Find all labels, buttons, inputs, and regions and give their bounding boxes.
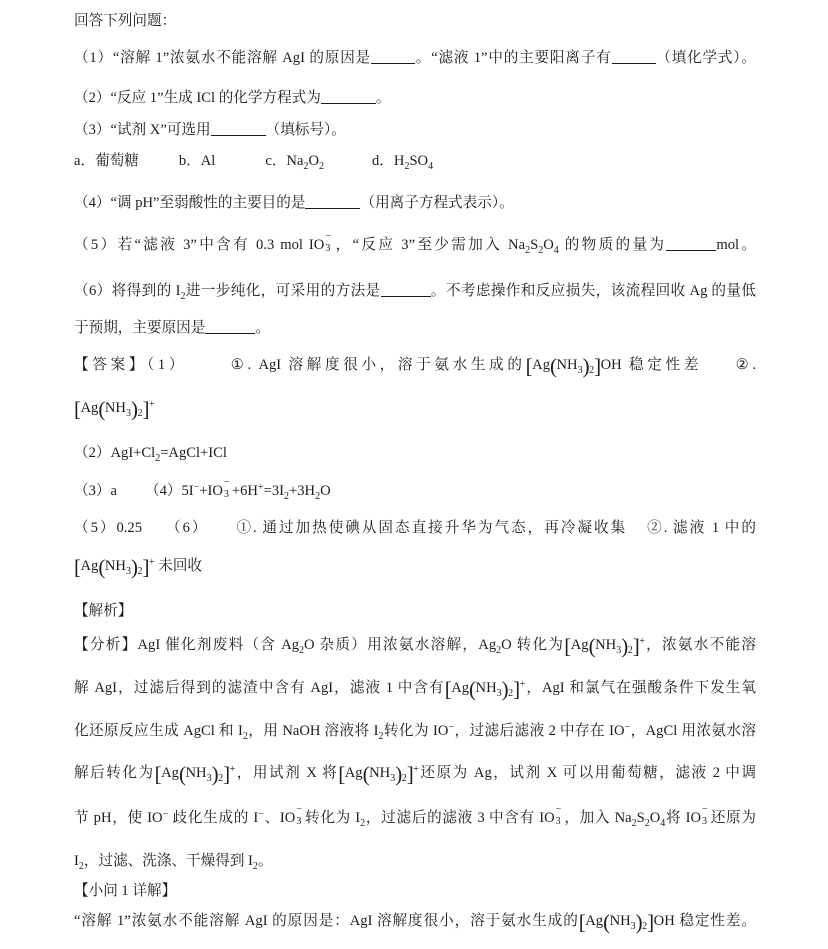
text-run: a．葡萄糖 — [74, 153, 139, 169]
superscript: − — [555, 804, 562, 815]
text-run: Ag — [161, 765, 179, 781]
subscript: 2 — [644, 818, 650, 829]
answer-5-6-line — [74, 515, 756, 553]
text-run: NH — [104, 400, 126, 416]
text-run: ，过滤、洗涤、干燥得到 I — [83, 853, 253, 869]
tall-bracket: ) — [130, 555, 138, 579]
question-5-line — [74, 232, 756, 278]
text-run: =3I — [263, 483, 285, 499]
tall-bracket: ) — [395, 762, 402, 786]
superscript: − — [193, 482, 200, 493]
tall-bracket: ( — [178, 762, 186, 786]
analysis-line-6 — [74, 848, 756, 878]
subscript: 4 — [553, 245, 559, 256]
text-run: NH — [609, 913, 631, 929]
text-run: OH 稳定性差。 — [653, 913, 756, 929]
superscript: − — [223, 477, 230, 488]
answer-blank — [211, 122, 266, 136]
text-run: 【答案】（1） — [74, 357, 188, 373]
text-run: O — [543, 237, 554, 253]
gap-spacer — [702, 368, 732, 369]
subscript: 2 — [589, 365, 595, 376]
tall-bracket: [ — [564, 634, 571, 658]
tall-bracket: ] — [513, 677, 520, 701]
tall-bracket: [ — [578, 910, 586, 934]
text-run: mol。 — [716, 237, 756, 253]
text-run: I — [74, 853, 79, 869]
subscript: 2 — [360, 818, 366, 829]
text-run: （填化学式）。 — [655, 50, 756, 66]
text-run: 的物质的量为 — [558, 237, 667, 253]
answer-heading-line — [74, 352, 756, 395]
gap-spacer — [117, 494, 145, 495]
text-run: 转化为 IO — [383, 723, 449, 739]
text-run: OH 稳定性差 — [600, 357, 702, 373]
subscript: 2 — [78, 861, 84, 872]
answer-blank — [205, 320, 255, 334]
text-run: ②. — [731, 357, 757, 373]
subscript: 2 — [252, 861, 258, 872]
text-run: S — [530, 237, 539, 253]
subscript: 3 — [125, 408, 131, 419]
subscript: 2 — [538, 245, 544, 256]
text-run: c．Na — [265, 153, 304, 169]
tall-bracket: ] — [223, 762, 230, 786]
gap-spacer — [139, 164, 179, 165]
analysis-line-5 — [74, 805, 756, 848]
tall-bracket: [ — [74, 555, 81, 579]
superscript: + — [639, 636, 645, 647]
text-run: Ag — [344, 765, 363, 781]
answer-blank — [305, 195, 360, 209]
answer-6-continued-line — [74, 553, 756, 598]
subscript: 3 — [390, 773, 396, 784]
text-run: （2）“反应 1”生成 ICl 的化学方程式为 — [74, 90, 321, 106]
text-run: 化还原反应生成 AgCl 和 I — [74, 723, 243, 739]
text-run: O 转化为 — [501, 637, 565, 653]
analysis-line-4 — [74, 760, 756, 805]
text-run: 【分析】AgI 催化剂废料（含 Ag — [74, 637, 300, 653]
text-run: O — [649, 810, 661, 826]
question-1-line — [74, 45, 756, 85]
text-run: 于预期，主要原因是 — [74, 320, 206, 336]
tall-bracket: ] — [142, 397, 149, 421]
stacked-charge-subscript — [295, 804, 304, 827]
text-run: NH — [475, 680, 497, 696]
text-run: “溶解 1”浓氨水不能溶解 AgI 的原因是：AgI 溶解度很小，溶于氨水生成的 — [74, 913, 579, 929]
subscript: 3 — [577, 365, 583, 376]
subscript: 2 — [137, 408, 143, 419]
subscript: 2 — [284, 491, 290, 502]
subscript: 2 — [627, 645, 633, 656]
tall-bracket: ) — [635, 910, 643, 934]
analysis-line-2 — [74, 675, 756, 718]
text-run: 未回收 — [154, 558, 203, 574]
subscript: 2 — [218, 773, 224, 784]
text-run: 将 IO — [665, 810, 702, 826]
superscript: + — [413, 764, 419, 775]
subscript: 3 — [630, 921, 636, 932]
text-run: O 杂质）用浓氨水溶解，Ag — [304, 637, 497, 653]
answer-blank — [381, 283, 431, 297]
answer-1-ion-formula-line — [74, 395, 756, 440]
text-run: O — [308, 153, 319, 169]
text-run: NH — [185, 765, 207, 781]
subscript: 2 — [631, 818, 637, 829]
text-run: 进一步纯化，可采用的方法是 — [185, 283, 381, 299]
text-run: NH — [369, 765, 391, 781]
text-run: 、IO — [263, 810, 296, 826]
text-run: ，AgI 和氯气在强酸条件下发生氧 — [525, 680, 756, 696]
tall-bracket: ( — [469, 677, 476, 701]
subscript: 3 — [206, 773, 212, 784]
text-run: （5）0.25 — [74, 520, 142, 536]
subscript: 2 — [242, 731, 248, 742]
analysis-line-1 — [74, 632, 756, 675]
superscript: + — [148, 557, 155, 568]
question-2-line — [74, 85, 756, 117]
tall-bracket: ] — [632, 634, 640, 658]
subscript: 3 — [702, 816, 708, 827]
text-run: ，过滤后滤液 2 中存在 IO — [454, 723, 625, 739]
text-run: （3）“试剂 X”可选用 — [74, 122, 211, 138]
text-run: （6）将得到的 I — [74, 283, 181, 299]
question-4-line — [74, 190, 756, 232]
text-run: （4）5I — [144, 483, 194, 499]
stacked-charge-subscript — [223, 477, 232, 500]
gap-spacer — [324, 164, 372, 165]
tall-bracket: ) — [211, 762, 219, 786]
subscript: 2 — [299, 645, 305, 656]
subscript: 3 — [325, 243, 331, 254]
tall-bracket: ( — [98, 397, 105, 421]
text-run: ，加入 Na — [563, 810, 632, 826]
text-run: 回答下列问题： — [74, 13, 177, 29]
tall-bracket: ] — [142, 555, 149, 579]
text-run: +6H — [231, 483, 258, 499]
text-run: 。 — [255, 320, 270, 336]
text-run: ①. 通过加热使碘从固态直接升华为气态，再冷凝收集 — [234, 520, 628, 536]
stacked-charge-subscript — [324, 231, 333, 254]
answer-blank — [612, 50, 656, 64]
text-run: （1）“溶解 1”浓氨水不能溶解 AgI 的原因是 — [74, 50, 371, 66]
text-run: Ag — [532, 357, 550, 373]
text-run: 。不考虑操作和反应损失，该流程回收 Ag 的量低 — [430, 283, 756, 299]
question-3-line — [74, 117, 756, 148]
superscript: − — [624, 722, 631, 733]
tall-bracket: ) — [621, 634, 628, 658]
text-run: b．Al — [178, 153, 216, 169]
tall-bracket: [ — [444, 677, 452, 701]
question-6-continued-line — [74, 315, 756, 352]
text-run: （填标号）。 — [265, 122, 346, 138]
subscript: 3 — [496, 688, 502, 699]
text-run: NH — [104, 558, 126, 574]
answer-blank — [371, 50, 415, 64]
text-run: 解后转化为 — [74, 765, 155, 781]
subscript: 2 — [137, 566, 143, 577]
text-run: O — [320, 483, 331, 499]
gap-spacer — [627, 531, 645, 532]
subscript: 3 — [616, 645, 622, 656]
text-run: （2）AgI+Cl — [74, 445, 156, 461]
subscript: 2 — [404, 161, 410, 172]
text-run: （4）“调 pH”至弱酸性的主要目的是 — [74, 195, 306, 211]
superscript: − — [258, 809, 264, 820]
question-3-options-line — [74, 148, 756, 190]
tall-bracket: ) — [501, 677, 509, 701]
subscript: 2 — [303, 161, 309, 172]
text-run: +3H — [289, 483, 316, 499]
tall-bracket: ] — [647, 910, 654, 934]
subscript: 2 — [180, 291, 186, 302]
text-run: ，“反应 3”至少需加入 Na — [333, 237, 526, 253]
text-run: ，浓氨水不能溶 — [644, 637, 756, 653]
subscript: 3 — [296, 816, 302, 827]
text-run: 还原为 — [710, 810, 756, 826]
subscript: 2 — [378, 731, 384, 742]
tall-bracket: ( — [362, 762, 370, 786]
text-run: 。 — [257, 853, 273, 869]
superscript: − — [702, 804, 708, 815]
text-run: SO — [409, 153, 429, 169]
text-run: Ag — [80, 558, 99, 574]
explanation-heading-line — [74, 598, 756, 632]
tall-bracket: ( — [98, 555, 105, 579]
tall-bracket: ] — [406, 762, 414, 786]
superscript: + — [229, 764, 236, 775]
subscript: 4 — [660, 818, 666, 829]
text-run: ①. AgI 溶解度很小，溶于氨水生成的 — [227, 357, 526, 373]
tall-bracket: ( — [550, 354, 557, 378]
answer-2-equation-line — [74, 440, 756, 478]
text-run: ，用 NaOH 溶液将 I — [247, 723, 379, 739]
subscript: 3 — [125, 566, 131, 577]
superscript: − — [325, 231, 331, 242]
stacked-charge-subscript — [701, 804, 710, 827]
answer-3-4-line — [74, 478, 756, 515]
subscript: 2 — [642, 921, 648, 932]
superscript: + — [519, 679, 526, 690]
subscript: 2 — [315, 491, 321, 502]
subscript: 3 — [223, 489, 229, 500]
tall-bracket: [ — [74, 397, 81, 421]
subscript: 2 — [401, 773, 407, 784]
subscript: 2 — [508, 688, 514, 699]
superscript: + — [257, 482, 264, 493]
subquestion-1-heading-line — [74, 878, 756, 908]
text-run: NH — [556, 357, 578, 373]
text-run: ，用试剂 X 将 — [235, 765, 339, 781]
text-run: ，AgCl 用浓氨水溶 — [630, 723, 756, 739]
text-run: （6） — [164, 520, 209, 536]
superscript: − — [162, 809, 169, 820]
text-run: d．H — [372, 153, 405, 169]
text-run: 。“滤液 1”中的主要阳离子有 — [415, 50, 612, 66]
question-6-line — [74, 278, 756, 315]
tall-bracket: ( — [588, 634, 596, 658]
text-run: 歧化生成的 I — [168, 810, 259, 826]
text-run: Ag — [80, 400, 99, 416]
analysis-line-3 — [74, 718, 756, 760]
text-run: （用离子方程式表示）。 — [360, 195, 514, 211]
gap-spacer — [208, 531, 234, 532]
superscript: + — [148, 399, 155, 410]
gap-spacer — [187, 368, 227, 369]
tall-bracket: ) — [582, 354, 590, 378]
text-run: Ag — [585, 913, 604, 929]
tall-bracket: ] — [594, 354, 601, 378]
text-run: Ag — [570, 637, 589, 653]
gap-spacer — [215, 164, 265, 165]
text-run: 解 AgI，过滤后得到的滤渣中含有 AgI，滤液 1 中含有 — [74, 680, 445, 696]
text-run: Ag — [451, 680, 470, 696]
text-run: 节 pH，使 IO — [74, 810, 163, 826]
prompt-line — [74, 8, 756, 45]
subscript: 2 — [155, 453, 161, 464]
tall-bracket: ) — [130, 397, 138, 421]
subscript: 4 — [428, 161, 434, 172]
text-run: =AgCl+ICl — [160, 445, 227, 461]
tall-bracket: [ — [154, 762, 162, 786]
text-run: 还原为 Ag，试剂 X 可以用葡萄糖，滤液 2 中调 — [418, 765, 756, 781]
text-run: 。 — [375, 90, 391, 106]
text-run: ②. 滤液 1 中的 — [645, 520, 756, 536]
text-run: 【解析】 — [74, 603, 133, 619]
text-run: S — [636, 810, 645, 826]
subscript: 2 — [496, 645, 502, 656]
gap-spacer — [142, 531, 164, 532]
subquestion-1-detail-line — [74, 908, 756, 949]
text-run: +IO — [199, 483, 223, 499]
stacked-charge-subscript — [555, 804, 564, 827]
superscript: − — [448, 722, 455, 733]
text-run: （3）a — [74, 483, 117, 499]
text-run: ，过滤后的滤液 3 中含有 IO — [365, 810, 555, 826]
tall-bracket: [ — [525, 354, 533, 378]
text-run: NH — [595, 637, 617, 653]
subscript: 2 — [525, 245, 531, 256]
subscript: 3 — [555, 816, 561, 827]
text-run: （5）若“滤液 3”中含有 0.3 mol IO — [74, 237, 325, 253]
text-run: 转化为 I — [304, 810, 361, 826]
answer-blank — [321, 90, 376, 104]
text-run: 【小问 1 详解】 — [74, 883, 177, 899]
tall-bracket: [ — [338, 762, 345, 786]
superscript: − — [296, 804, 302, 815]
tall-bracket: ( — [603, 910, 610, 934]
answer-blank — [666, 237, 716, 251]
subscript: 2 — [319, 161, 324, 172]
